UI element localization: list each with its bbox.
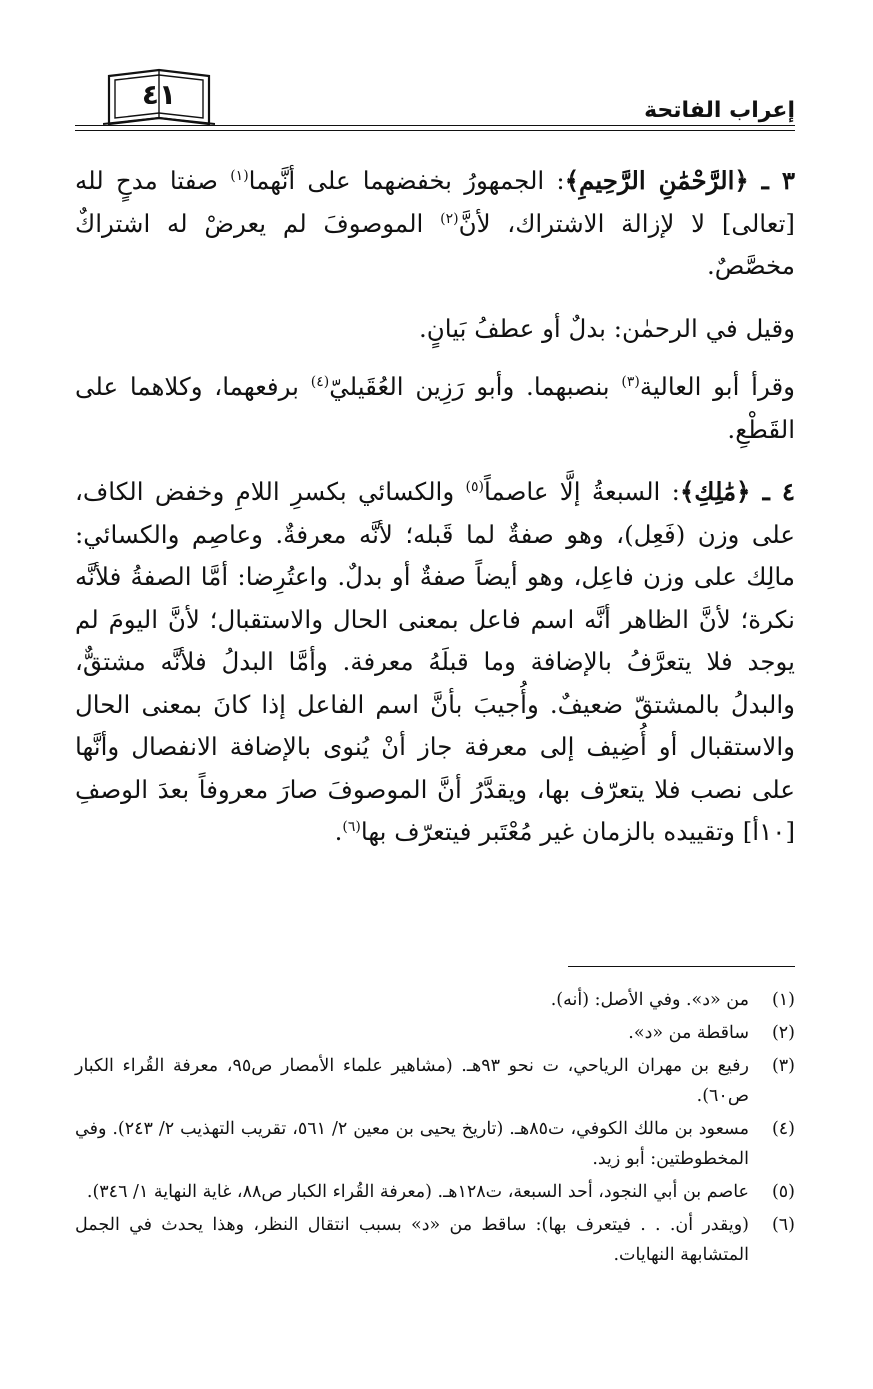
text-span: برفعهما، وكلاهما على القَطْعِ. [75, 372, 795, 444]
footnote [75, 1210, 795, 1270]
footnote [75, 1114, 795, 1174]
paragraph-4 [75, 471, 795, 854]
page-header [75, 60, 795, 135]
text-span: . [334, 817, 343, 846]
text-span: بنصبهما. وأبو رَزِين العُقَيليّ [329, 372, 622, 401]
header-rule-top [75, 125, 795, 126]
footnote [75, 1177, 795, 1207]
verse-quote: ٣ ـ ﴿الرَّحْمَٰنِ الرَّحِيمِ﴾ [564, 166, 795, 195]
verse-quote: ٤ ـ ﴿مَٰلِكِ﴾ [679, 477, 795, 506]
footnote-text: ساقطة من «د». [628, 1023, 749, 1043]
footnote-text: عاصم بن أبي النجود، أحد السبعة، ت١٢٨هـ. (معرفة القُراء الكبار ص٨٨، غاية النهاية ١/ ٣٤٦). [86, 1182, 749, 1202]
page-number: ٤١ [141, 78, 177, 111]
text-span: والكسائي بكسرِ اللامِ وخفض الكاف، على وزن (فَعِل)، وهو صفةٌ لما قَبله؛ لأنَّه معرفةٌ. وعاصِم والكسائي: مالِك على وزن فاعِل، وهو أيضاً صفةٌ أو بدلٌ. واعتُرِضا: أمَّا الصفةُ فلأنَّه نكرة؛ لأنَّ الظاهر أنَّه اسم فاعل بمعنى الحال والاستقبال؛ لأنَّ اليومَ لم يوجد فلا يتعرَّفُ بالإضافة وما قبلَهُ معرفة. وأمَّا البدلُ فلأنَّه مشتقٌّ، والبدلُ بالمشتقّ ضعيفٌ. وأُجيبَ بأنَّ اسم الفاعل إذا كانَ بمعنى الحال والاستقبال أو أُضِيف إلى معرفة جاز أنْ يُنوى بالإضافة الانفصال وأنَّها على نصب فلا يتعرّف بها، ويقدَّرُ أنَّ الموصوفَ صارَ معروفاً بعدَ الوصفِ [١٠أ] وتقييده بالزمان غير مُعْتَبر فيتعرّف بها [75, 477, 795, 846]
footnote [75, 1051, 795, 1111]
footnote-number: (٤) [771, 1119, 795, 1139]
footnote-separator [568, 966, 795, 967]
footnote [75, 985, 795, 1015]
paragraph-3 [75, 160, 795, 288]
text-span: صفتا مدحٍ لله [تعالى] لا لإزالة الاشتراك، لأنَّ [75, 166, 795, 238]
footnote-ref: (١) [230, 167, 249, 184]
footnote-ref: (٦) [342, 818, 361, 835]
footnote-ref: (٢) [440, 210, 459, 227]
footnote-text: مسعود بن مالك الكوفي، ت٨٥هـ. (تاريخ يحيى بن معين ٢/ ٥٦١، تقريب التهذيب ٢/ ٢٤٣). وفي المخطوطتين: أبو زيد. [75, 1119, 750, 1169]
footnote-text: (ويقدر أن. . . فيتعرف بها): ساقط من «د» بسبب انتقال النظر، وهذا يحدث في الجمل المتشابهة النهايات. [75, 1215, 749, 1265]
running-title: إعراب الفاتحة [644, 98, 795, 123]
header-rule-bottom [75, 130, 795, 131]
text-span: : الجمهورُ بخفضهما على أنَّهما [248, 166, 565, 195]
text-span: وقرأ أبو العالية [639, 372, 795, 401]
footnote-ref: (٥) [465, 478, 484, 495]
paragraph-rahman: وقيل في الرحمٰن: بدلٌ أو عطفُ بَيانٍ. [418, 313, 795, 343]
footnote-number: (٢) [771, 1023, 795, 1043]
footnote-text: من «د». وفي الأصل: (أنه). [550, 990, 749, 1010]
footnote-number: (٦) [771, 1215, 795, 1235]
main-text [75, 160, 795, 874]
footnote-number: (٥) [771, 1182, 795, 1202]
paragraph-readings [75, 366, 795, 451]
footnote-ref: (٣) [621, 373, 640, 390]
footnote-number: (١) [771, 990, 795, 1010]
footnote-text: رفيع بن مهران الرياحي، ت نحو ٩٣هـ. (مشاهير علماء الأمصار ص٩٥، معرفة القُراء الكبار ص٦٠). [75, 1056, 749, 1106]
footnotes [75, 985, 795, 1273]
text-span: الموصوفَ لم يعرضْ له اشتراكٌ مخصَّصٌ. [75, 208, 795, 280]
footnote-number: (٣) [771, 1056, 795, 1076]
text-span: : السبعةُ إلَّا عاصماً [483, 477, 680, 506]
footnote-ref: (٤) [310, 373, 330, 390]
footnote [75, 1018, 795, 1048]
